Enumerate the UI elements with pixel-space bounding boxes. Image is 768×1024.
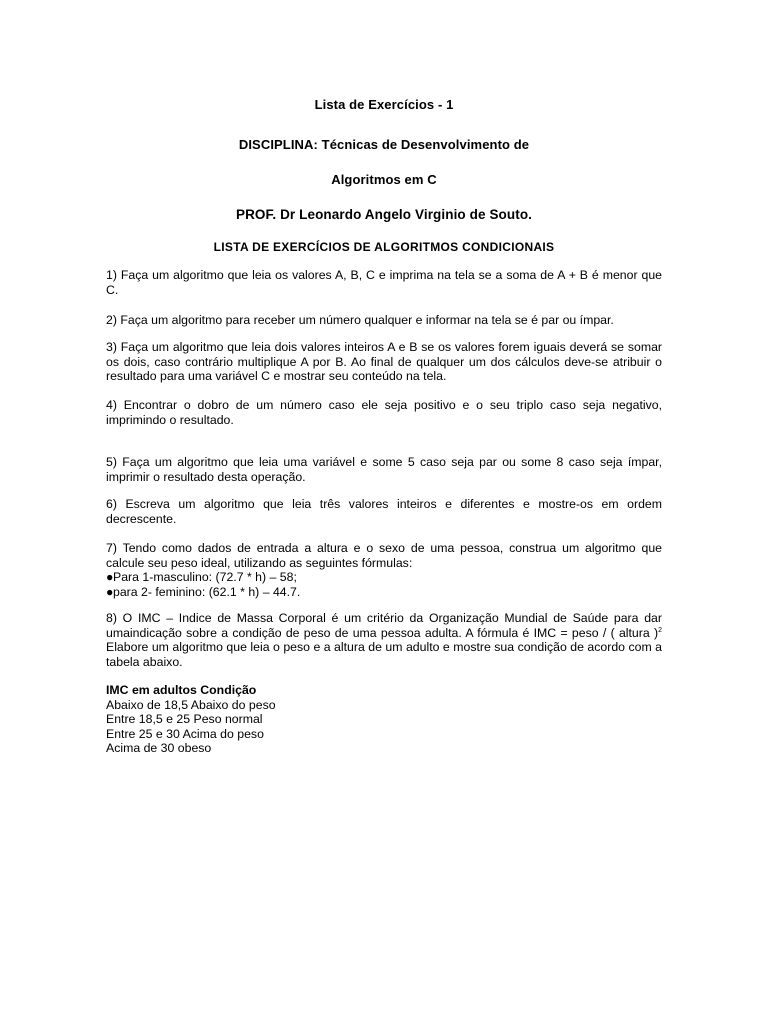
bullet-icon: ● <box>106 570 114 584</box>
exercise-1: 1) Faça um algoritmo que leia os valores A, B, C e imprima na tela se a soma de A + B é menor que C. <box>106 268 662 297</box>
imc-table <box>106 683 506 756</box>
exercise-8-superscript: 2 <box>658 626 662 634</box>
document-title: Lista de Exercícios - 1 <box>314 97 454 112</box>
bullet-text: Para 1-masculino: (72.7 * h) – 58; <box>113 570 297 584</box>
professor-name: PROF. Dr Leonardo Angelo Virginio de Souto. <box>235 207 533 222</box>
exercise-5: 5) Faça um algoritmo que leia uma variável e some 5 caso seja par ou some 8 caso seja ímpar, imprimir o resultado desta operação. <box>106 455 662 484</box>
imc-table-row: Entre 25 e 30 Acima do peso <box>106 726 264 741</box>
exercise-7-bullet-1 <box>106 570 662 585</box>
exercise-8-rest: Elabore um algoritmo que leia o peso e a altura de um adulto e mostre sua condição de acordo com a tabela abaixo. <box>106 640 662 669</box>
exercise-7-text: 7) Tendo como dados de entrada a altura e o sexo de uma pessoa, construa um algoritmo que calcule seu peso ideal, utilizando as seguintes fórmulas: <box>106 541 662 570</box>
discipline-line-2: Algoritmos em C <box>331 172 437 187</box>
imc-table-row: Acima de 30 obeso <box>106 741 212 755</box>
bullet-text: para 2- feminino: (62.1 * h) – 44.7. <box>113 584 301 599</box>
imc-table-row: Abaixo de 18,5 Abaixo do peso <box>106 697 276 712</box>
exercise-8-main: 8) O IMC – Indice de Massa Corporal é um critério da Organização Mundial de Saúde para dar umaindicação sobre a condição de peso de uma pessoa adulta. A fórmula é IMC = peso / ( altura ) <box>106 611 662 640</box>
exercise-2: 2) Faça um algoritmo para receber um número qualquer e informar na tela se é par ou ímpar. <box>106 313 614 327</box>
exercise-3: 3) Faça um algoritmo que leia dois valores inteiros A e B se os valores forem iguais deverá se somar os dois, caso contrário multiplique A por B. Ao final de qualquer um dos cálculos deve-se atribuir o resultado para uma variável C e mostrar seu conteúdo na tela. <box>106 340 662 383</box>
exercise-4: 4) Encontrar o dobro de um número caso ele seja positivo e o seu triplo caso seja negativo, imprimindo o resultado. <box>106 398 662 427</box>
imc-table-row: Entre 18,5 e 25 Peso normal <box>106 712 263 726</box>
exercise-7-bullet-2 <box>106 585 662 600</box>
exercise-8 <box>106 611 662 669</box>
bullet-icon: ● <box>106 584 114 599</box>
discipline-line-1: DISCIPLINA: Técnicas de Desenvolvimento de <box>238 137 530 152</box>
exercise-6: 6) Escreva um algoritmo que leia três valores inteiros e diferentes e mostre-os em ordem decrescente. <box>106 497 662 526</box>
section-title: LISTA DE EXERCÍCIOS DE ALGORITMOS CONDICIONAIS <box>213 240 555 254</box>
imc-table-header: IMC em adultos Condição <box>106 683 257 697</box>
exercise-7 <box>106 541 662 599</box>
